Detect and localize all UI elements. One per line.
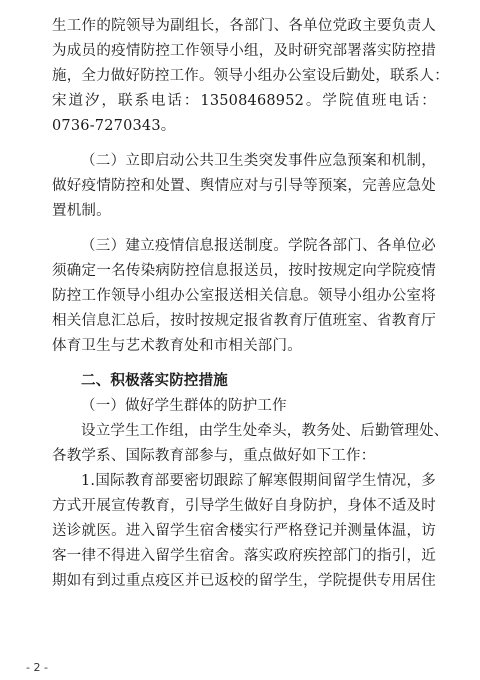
subsection-heading: （一）做好学生群体的防护工作 — [81, 398, 287, 414]
list-item-1: 1.国际教育部要密切跟踪了解寒假期间留学生情况，多 — [81, 473, 436, 489]
text-line: 为成员的疫情防控工作领导小组，及时研究部署落实防控措 — [52, 43, 436, 59]
text-line: 客一律不得进入留学生宿舍。落实政府疾控部门的指引，近 — [52, 548, 436, 564]
section-heading-2: （二）立即启动公共卫生类突发事件应急预案和机制， — [81, 153, 436, 169]
text-line: 0736-7270343。 — [52, 118, 176, 134]
text-line: 各教学系、国际教育部参与，重点做好如下工作： — [52, 448, 376, 464]
section-heading-3: （三）建立疫情信息报送制度。学院各部门、各单位必 — [81, 238, 436, 254]
text-line: 施，全力做好防控工作。领导小组办公室设后勤处，联系人： — [52, 68, 449, 84]
text-line: 相关信息汇总后，按时按规定报省教育厅值班室、省教育厅 — [52, 313, 436, 329]
text-line: 宋道汐，联系电话：13508468952。学院值班电话： — [52, 93, 436, 109]
text-line: 期如有到过重点疫区并已返校的留学生，学院提供专用居住 — [52, 573, 436, 589]
text-line: 须确定一名传染病防控信息报送员，按时按规定向学院疫情 — [52, 263, 436, 279]
text-line: 设立学生工作组，由学生处牵头，教务处、后勤管理处、 — [81, 423, 449, 439]
text-line: 防控工作领导小组办公室报送相关信息。领导小组办公室将 — [52, 288, 436, 304]
text-line: 生工作的院领导为副组长，各部门、各单位党政主要负责人 — [52, 18, 436, 34]
page-number: - 2 - — [26, 661, 48, 674]
text-line: 置机制。 — [52, 203, 111, 219]
text-line: 送诊就医。进入留学生宿舍楼实行严格登记并测量体温，访 — [52, 523, 436, 539]
text-line: 体育卫生与艺术教育处和市相关部门。 — [52, 338, 302, 354]
chapter-heading: 二、积极落实防控措施 — [81, 373, 228, 389]
text-line: 做好疫情防控和处置、舆情应对与引导等预案，完善应急处 — [52, 178, 436, 194]
text-line: 方式开展宣传教育，引导学生做好自身防护，身体不适及时 — [52, 498, 436, 514]
